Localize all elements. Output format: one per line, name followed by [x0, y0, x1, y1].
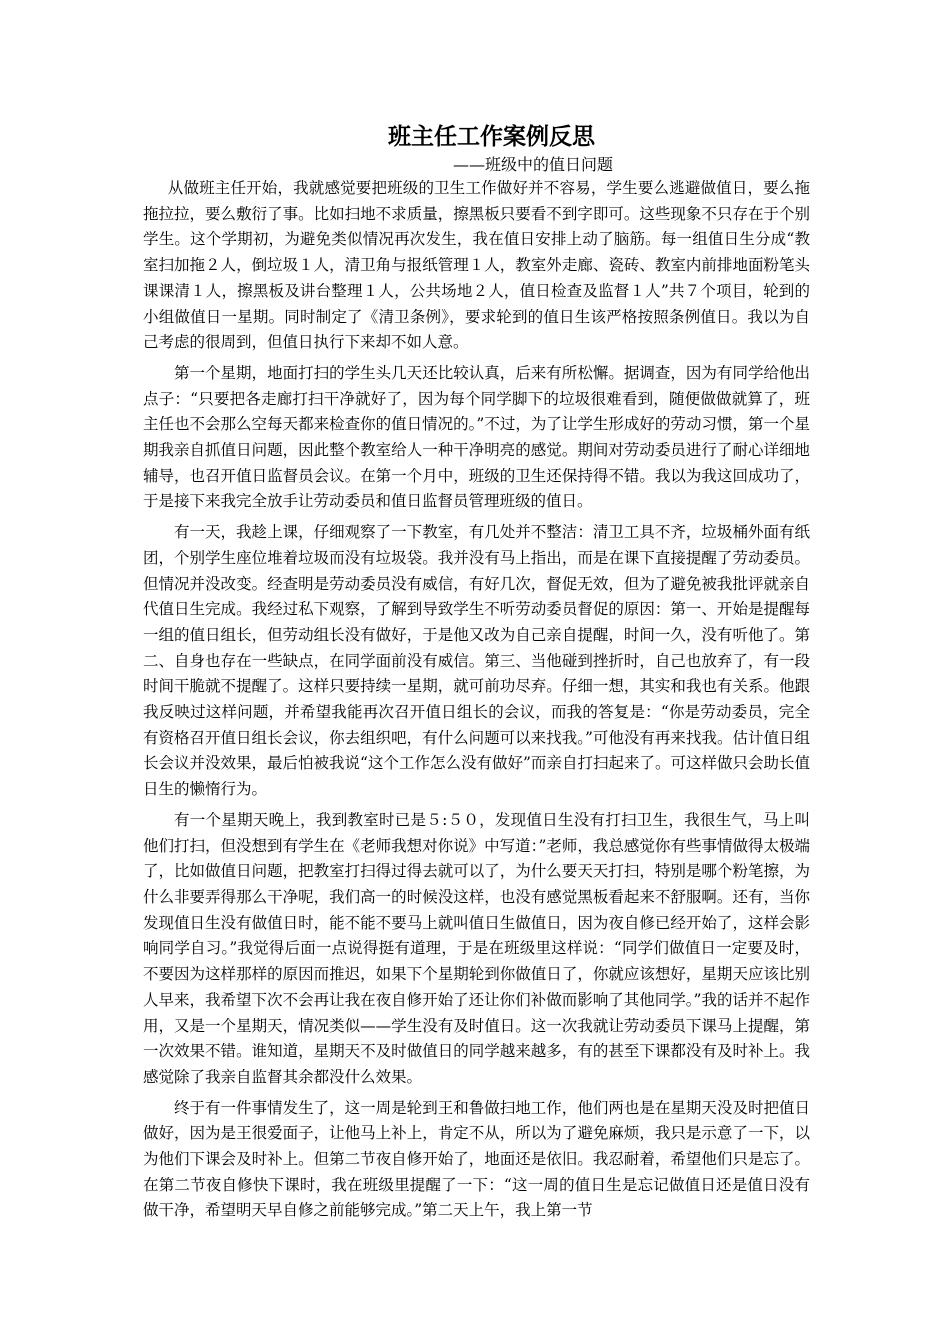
paragraph: 终于有一件事情发生了，这一周是轮到王和鲁做扫地工作，他们两也是在星期天没及时把值日做好，因为是王很爱面子，让他马上补上，肯定不从，所以为了避免麻烦，我只是示意了一下，以为他们下课会及时补上。但第二节夜自修开始了，地面还是依旧。我忍耐着，希望他们只是忘了。在第二节夜自修快下课时，我在班级里提醒了一下：“这一周的值日生是忘记做值日还是值日没有做干净，希望明天早自修之前能够完成。”第二天上午，我上第一节 — [143, 1098, 810, 1220]
document-body — [143, 120, 810, 1229]
document-subtitle: ——班级中的值日问题 — [452, 155, 613, 174]
paragraph: 从做班主任开始，我就感觉要把班级的卫生工作做好并不容易，学生要么逃避做值日，要么拖拖拉拉，要么敷衍了事。比如扫地不求质量，擦黑板只要看不到字即可。这些现象不只存在于个别学生。这个学期初，为避免类似情况再次发生，我在值日安排上动了脑筋。每一组值日生分成“教室扫加拖２人，倒垃圾１人，清卫角与报纸管理１人，教室外走廊、瓷砖、教室内前排地面粉笔头课课清１人，擦黑板及讲台整理１人，公共场地２人，值日检查及监督１人”共７个项目，轮到的小组做值日一星期。同时制定了《清卫条例》，要求轮到的值日生该严格按照条例值日。我以为自己考虑的很周到，但值日执行下来却不如人意。 — [143, 179, 810, 352]
document-title: 班主任工作案例反思 — [388, 123, 595, 150]
paragraph: 有一个星期天晚上，我到教室时已是５:５０，发现值日生没有打扫卫生，我很生气，马上叫他们打扫，但没想到有学生在《老师我想对你说》中写道：”老师，我总感觉你有些事情做得太极端了，比如做值日问题，把教室打扫得过得去就可以了，为什么要天天打扫，特别是哪个粉笔擦，为什么非要弄得那么干净呢，我们高一的时候没这样，也没有感觉黑板看起来不舒服啊。还有，当你发现值日生没有做值日时，能不能不要马上就叫值日生做值日，因为夜自修已经开始了，这样会影响同学自习。”我觉得后面一点说得挺有道理，于是在班级里这样说：“同学们做值日一定要及时，不要因为这样那样的原因而推迟，如果下个星期轮到你做值日了，你就应该想好，星期天应该比别人早来，我希望下次不会再让我在夜自修开始了还让你们补做而影响了其他同学。”我的话并不起作用，又是一个星期天，情况类似——学生没有及时值日。这一次我就让劳动委员下课马上提醒，第一次效果不错。谁知道，星期天不及时做值日的同学越来越多，有的甚至下课都没有及时补上。我感觉除了我亲自监督其余都没什么效果。 — [143, 810, 810, 1086]
paragraph: 第一个星期，地面打扫的学生头几天还比较认真，后来有所松懈。据调查，因为有同学给他出点子：“只要把各走廊打扫干净就好了，因为每个同学脚下的垃圾很难看到，随便做做就算了，班主任也不会那么空每天都来检查你的值日情况的。”不过，为了让学生形成好的劳动习惯，第一个星期我亲自抓值日问题，因此整个教室给人一种干净明亮的感觉。期间对劳动委员进行了耐心详细地辅导，也召开值日监督员会议。在第一个月中，班级的卫生还保持得不错。我以为我这回成功了，于是接下来我完全放手让劳动委员和值日监督员管理班级的值日。 — [143, 363, 810, 511]
paragraph: 有一天，我趁上课，仔细观察了一下教室，有几处并不整洁：清卫工具不齐，垃圾桶外面有纸团，个别学生座位堆着垃圾而没有垃圾袋。我并没有马上指出，而是在课下直接提醒了劳动委员。但情况并没改变。经查明是劳动委员没有威信，有好几次，督促无效，但为了避免被我批评就亲自代值日生完成。我经过私下观察，了解到导致学生不听劳动委员督促的原因：第一、开始是提醒每一组的值日组长，但劳动组长没有做好，于是他又改为自己亲自提醒，时间一久，没有听他了。第二、自身也存在一些缺点，在同学面前没有威信。第三、当他碰到挫折时，自己也放弃了，有一段时间干脆就不提醒了。这样只要持续一星期，就可前功尽弃。仔细一想，其实和我也有关系。他跟我反映过这样问题，并希望我能再次召开值日组长的会议，而我的答复是：“你是劳动委员，完全有资格召开值日组长会议，你去组织吧，有什么问题可以来找我。”可他没有再来找我。估计值日组长会议并没效果，最后怕被我说“这个工作怎么没有做好”而亲自打扫起来了。可这样做只会助长值日生的懒惰行为。 — [143, 523, 810, 799]
